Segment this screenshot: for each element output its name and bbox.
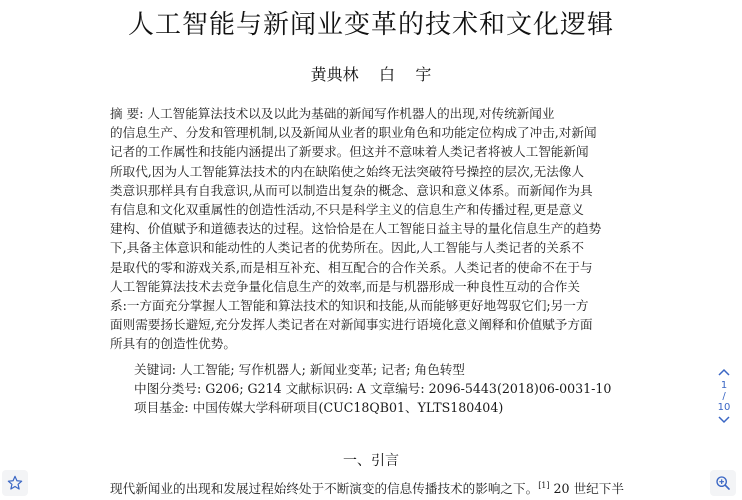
- classification-info: 中图分类号: G206; G214 文献标识码: A 文章编号: 2096-5443(2018)06-0031-10: [134, 381, 612, 397]
- fund-info: 项目基金: 中国传媒大学科研项目(CUC18QB01、YLTS180404): [134, 400, 504, 416]
- abstract-line: 人工智能算法技术去竞争量化信息生产的效率,而是与机器形成一种良性互动的合作关: [110, 278, 580, 294]
- abstract-line: 是取代的零和游戏关系,而是相互补充、相互配合的合作关系。人类记者的使命不在于与: [110, 259, 593, 275]
- page-navigator: [712, 366, 736, 428]
- abstract-line: 下,具备主体意识和能动性的人类记者的优势所在。因此,人工智能与人类记者的关系不: [110, 240, 584, 256]
- abstract-line: 的信息生产、分发和管理机制,以及新闻从业者的职业角色和功能定位构成了冲击,对新闻: [110, 125, 597, 141]
- article-authors: 黄典林 白 宇: [310, 65, 432, 84]
- chevron-up-icon[interactable]: [712, 366, 736, 380]
- body-paragraph-first-line: [110, 478, 624, 497]
- abstract-line: 记者的工作属性和技能内涵提出了新要求。但这并不意味着人类记者将被人工智能新闻: [110, 144, 589, 160]
- abstract-line: 系:一方面充分掌握人工智能和算法技术的知识和技能,从而能够更好地驾驭它们;另一方: [110, 298, 589, 314]
- body-text: 现代新闻业的出现和发展过程始终处于不断演变的信息传播技术的影响之下。: [110, 481, 539, 496]
- zoom-in-icon[interactable]: [710, 470, 736, 496]
- chevron-down-icon[interactable]: [712, 414, 736, 428]
- page-separator: /: [722, 391, 726, 402]
- current-page: 1: [720, 380, 728, 391]
- abstract-line: 所取代,因为人工智能算法技术的内在缺陷使之始终无法突破符号操控的层次,无法像人: [110, 163, 584, 179]
- section-heading: 一、引言: [343, 453, 399, 469]
- abstract-line: 面则需要扬长避短,充分发挥人类记者在对新闻事实进行语境化意义阐释和价值赋予方面: [110, 317, 593, 333]
- star-icon[interactable]: [2, 470, 28, 496]
- total-pages: 10: [717, 402, 731, 413]
- abstract-line: 建构、价值赋予和道德表达的过程。这恰恰是在人工智能日益主导的量化信息生产的趋势: [110, 221, 602, 237]
- reference-marker[interactable]: [1]: [538, 480, 550, 490]
- keywords: 关键词: 人工智能; 写作机器人; 新闻业变革; 记者; 角色转型: [134, 362, 465, 377]
- abstract-line: 类意识那样具有自我意识,从而可以制造出复杂的概念、意识和意义体系。而新闻作为具: [110, 182, 593, 198]
- body-text-continuation: 20 世纪下半: [549, 481, 624, 496]
- abstract: [110, 104, 632, 354]
- abstract-line: 摘 要: 人工智能算法技术以及以此为基础的新闻写作机器人的出现,对传统新闻业: [110, 106, 555, 121]
- article-title: 人工智能与新闻业变革的技术和文化逻辑: [127, 10, 614, 40]
- abstract-line: 有信息和文化双重属性的创造性活动,不只是科学主义的信息生产和传播过程,更是意义: [110, 202, 584, 218]
- article-meta: [134, 360, 611, 418]
- abstract-line: 所具有的创造性优势。: [110, 336, 236, 352]
